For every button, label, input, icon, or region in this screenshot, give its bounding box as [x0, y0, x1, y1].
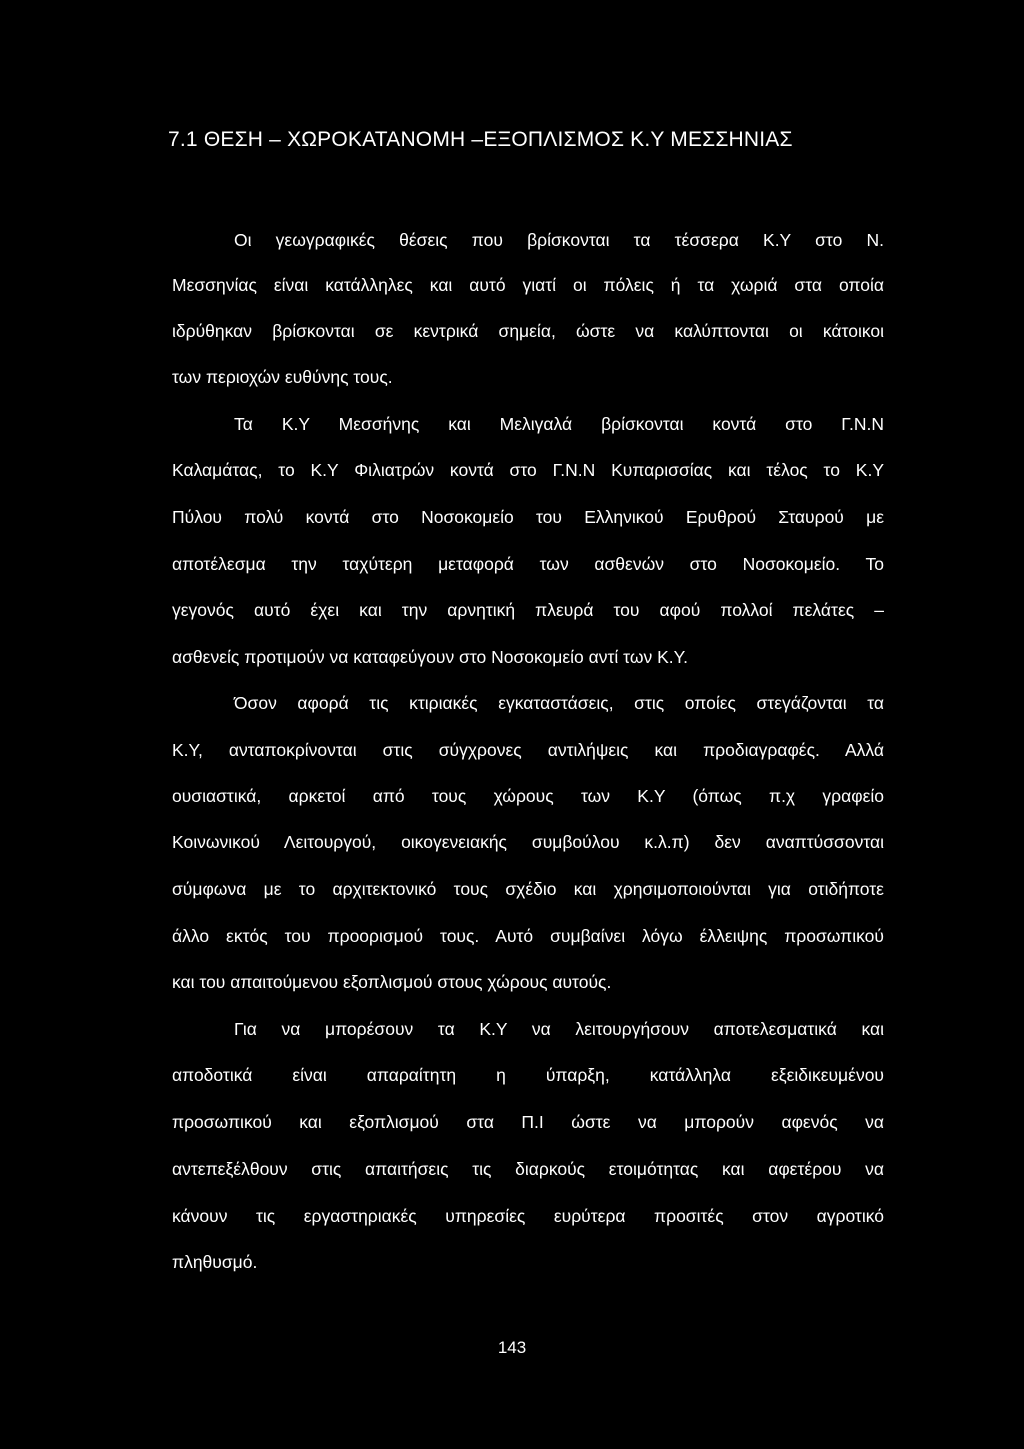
paragraph-line: Κοινωνικού Λειτουργού, οικογενειακής συμβούλου κ.λ.π) δεν αναπτύσσονται — [172, 832, 884, 852]
paragraph-line: Οι γεωγραφικές θέσεις που βρίσκονται τα τέσσερα Κ.Υ στο Ν. — [234, 230, 884, 250]
paragraph-line: ιδρύθηκαν βρίσκονται σε κεντρικά σημεία, ώστε να καλύπτονται οι κάτοικοι — [172, 321, 884, 341]
paragraph-line: των περιοχών ευθύνης τους. — [172, 367, 393, 387]
paragraph-line: πληθυσμό. — [172, 1252, 258, 1272]
paragraph-line: Πύλου πολύ κοντά στο Νοσοκομείο του Ελληνικού Ερυθρού Σταυρού με — [172, 507, 884, 527]
paragraph-line: προσωπικού και εξοπλισμού στα Π.Ι ώστε να μπορούν αφενός να — [172, 1112, 884, 1132]
page-number: 143 — [497, 1338, 527, 1357]
paragraph-line: άλλο εκτός του προορισμού τους. Αυτό συμβαίνει λόγω έλλειψης προσωπικού — [172, 926, 884, 946]
paragraph-line: Μεσσηνίας είναι κατάλληλες και αυτό γιατί οι πόλεις ή τα χωριά στα οποία — [172, 275, 884, 295]
paragraph-line: Τα Κ.Υ Μεσσήνης και Μελιγαλά βρίσκονται κοντά στο Γ.Ν.Ν — [234, 414, 884, 434]
paragraph-line: αποτέλεσμα την ταχύτερη μεταφορά των ασθενών στο Νοσοκομείο. Το — [172, 554, 884, 574]
paragraph-line: Για να μπορέσουν τα Κ.Υ να λειτουργήσουν αποτελεσματικά και — [234, 1019, 884, 1039]
paragraph-line: σύμφωνα με το αρχιτεκτονικό τους σχέδιο και χρησιμοποιούνται για οτιδήποτε — [172, 879, 884, 899]
paragraph-line: κάνουν τις εργαστηριακές υπηρεσίες ευρύτερα προσιτές στον αγροτικό — [172, 1206, 884, 1226]
paragraph-line: και του απαιτούμενου εξοπλισμού στους χώρους αυτούς. — [172, 972, 612, 992]
section-heading: 7.1 ΘΕΣΗ – ΧΩΡΟΚΑΤΑΝΟΜΗ –ΕΞΟΠΛΙΣΜΟΣ Κ.Υ ΜΕΣΣΗΝΙΑΣ — [168, 128, 793, 151]
paragraph-line: αποδοτικά είναι απαραίτητη η ύπαρξη, κατάλληλα εξειδικευμένου — [172, 1065, 884, 1085]
paragraph-line: γεγονός αυτό έχει και την αρνητική πλευρά του αφού πολλοί πελάτες – — [172, 600, 884, 620]
paragraph-line: ασθενείς προτιμούν να καταφεύγουν στο Νοσοκομείο αντί των Κ.Υ. — [172, 647, 688, 667]
paragraph-line: αντεπεξέλθουν στις απαιτήσεις τις διαρκούς ετοιμότητας και αφετέρου να — [172, 1159, 884, 1179]
paragraph-line: Καλαμάτας, το Κ.Υ Φιλιατρών κοντά στο Γ.Ν.Ν Κυπαρισσίας και τέλος το Κ.Υ — [172, 460, 884, 480]
paragraph-line: Κ.Υ, ανταποκρίνονται στις σύγχρονες αντιλήψεις και προδιαγραφές. Αλλά — [172, 740, 884, 760]
paragraph-line: ουσιαστικά, αρκετοί από τους χώρους των Κ.Υ (όπως π.χ γραφείο — [172, 786, 884, 806]
paragraph-line: Όσον αφορά τις κτιριακές εγκαταστάσεις, στις οποίες στεγάζονται τα — [234, 693, 884, 713]
